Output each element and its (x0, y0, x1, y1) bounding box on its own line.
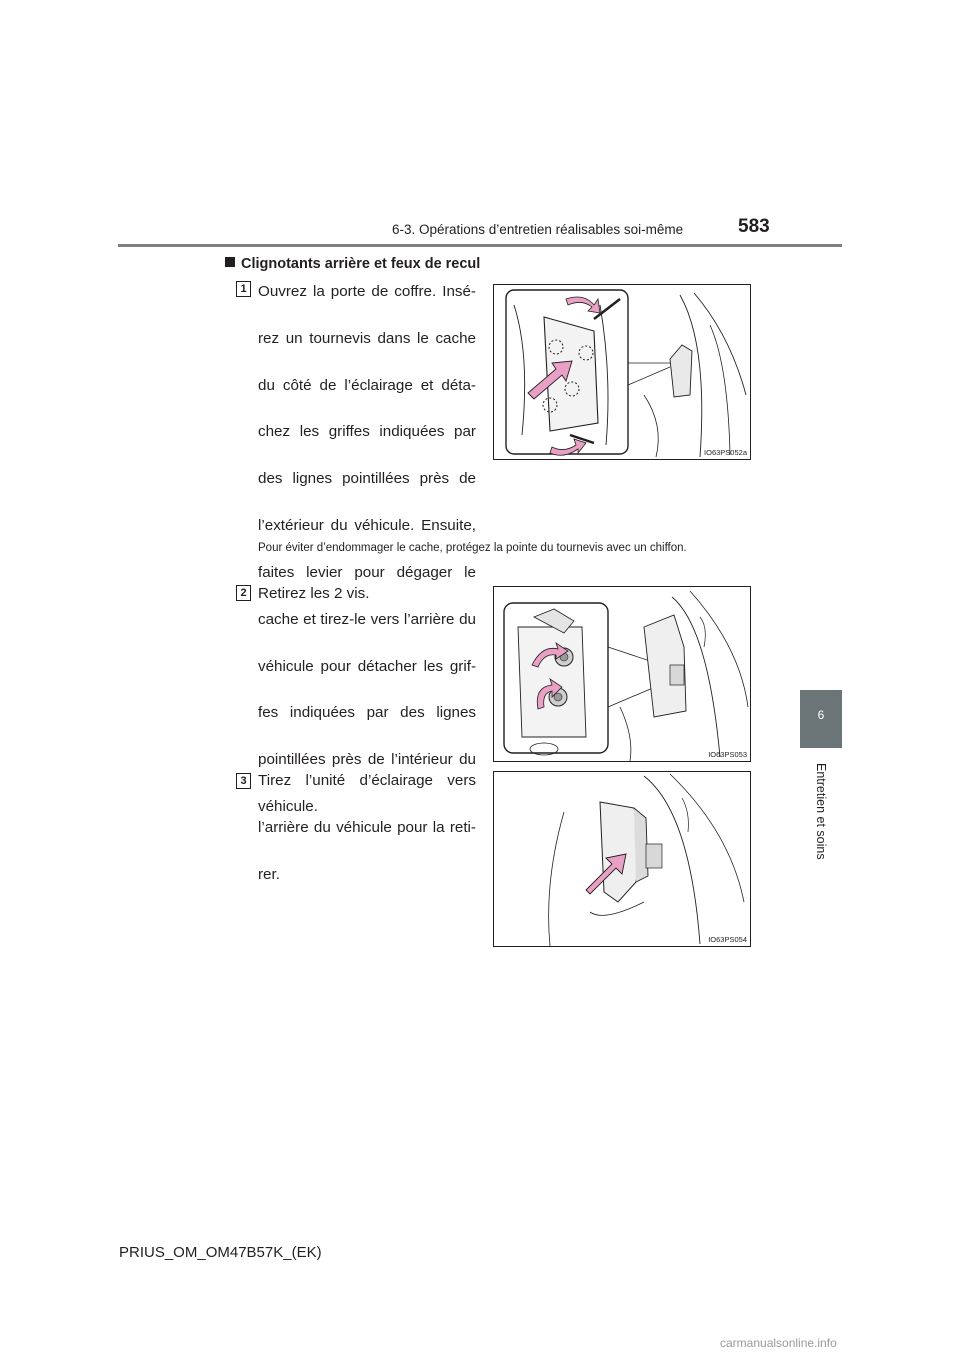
section-header: 6-3. Opérations d’entretien réalisables soi-même (392, 222, 684, 237)
header-rule (118, 244, 842, 247)
step-1-line: rez un tournevis dans le cache (258, 329, 476, 347)
step-3-line: rer. (258, 865, 280, 883)
chapter-number: 6 (817, 708, 825, 722)
chapter-label: Entretien et soins (814, 763, 828, 860)
section-title-text: Clignotants arrière et feux de recul (241, 256, 481, 272)
figure-code: IO63PS054 (708, 935, 747, 944)
step-1-line: pointillées près de l’intérieur du (258, 751, 476, 769)
step-1-line: chez les griffes indiquées par (258, 423, 476, 441)
figure-step-3 (493, 771, 751, 947)
step-1-line: fes indiquées par des lignes (258, 704, 476, 722)
figure-step-2-illustration (494, 587, 750, 761)
step-3-line: Tirez l’unité d’éclairage vers (258, 772, 476, 789)
step-1-line: faites levier pour dégager le (258, 563, 476, 581)
figure-code: IO63PS052a (704, 448, 747, 457)
step-3-line: l’arrière du véhicule pour la reti- (258, 818, 476, 836)
figure-code: IO63PS053 (708, 750, 747, 759)
step-number-badge: 3 (236, 773, 251, 789)
figure-step-3-illustration (494, 772, 750, 946)
step-1-line: des lignes pointillées près de (258, 470, 476, 488)
step-1-line: l’extérieur du véhicule. Ensuite, (258, 517, 476, 535)
figure-step-1-illustration (494, 285, 750, 459)
step-2-text (258, 582, 476, 605)
step-1-note: Pour éviter d’endommager le cache, protégez la pointe du tournevis avec un chiffon. (258, 542, 687, 554)
square-bullet-icon (225, 257, 235, 267)
step-1-line: du côté de l’éclairage et déta- (258, 376, 476, 394)
page-number: 583 (738, 216, 770, 237)
watermark: carmanualsonline.info (720, 1336, 837, 1350)
figure-step-1 (493, 284, 751, 460)
step-1-line: véhicule. (258, 797, 318, 815)
step-number-badge: 2 (236, 585, 251, 601)
step-number-badge: 1 (236, 281, 251, 297)
step-1-line: cache et tirez-le vers l’arrière du (258, 610, 476, 628)
footer-model-code: PRIUS_OM_OM47B57K_(EK) (119, 1244, 322, 1261)
step-3-text (258, 769, 476, 886)
step-2-line: Retirez les 2 vis. (258, 585, 370, 602)
step-1-line: Ouvrez la porte de coffre. Insé- (258, 283, 476, 300)
section-title (225, 256, 480, 272)
step-1-line: véhicule pour détacher les grif- (258, 657, 476, 675)
figure-step-2 (493, 586, 751, 762)
